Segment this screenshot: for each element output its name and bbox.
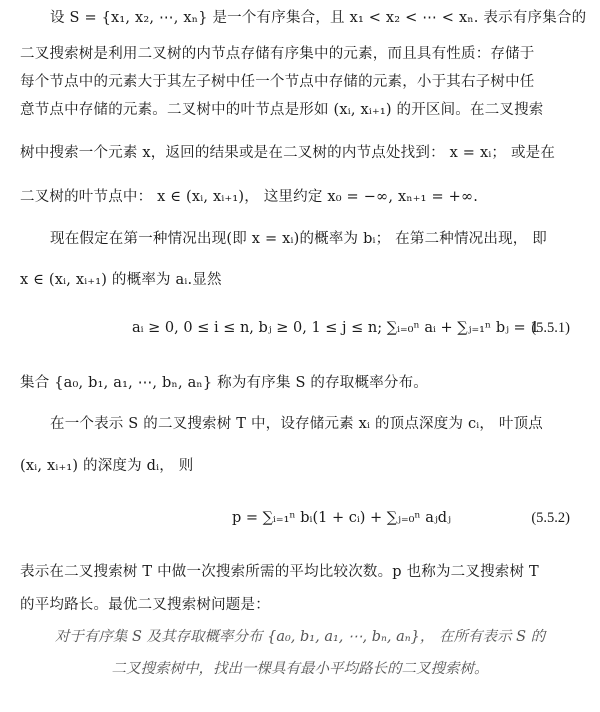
paragraph1-line5: 树中搜索一个元素 x，返回的结果或是在二叉树的内节点处找到： x = xᵢ； 或是在 bbox=[20, 145, 556, 161]
paragraph2-line2: x ∈ (xᵢ, xᵢ₊₁) 的概率为 aᵢ.显然 bbox=[20, 272, 222, 288]
paragraph3-line1: 集合 {a₀, b₁, a₁, ⋯, bₙ, aₙ} 称为有序集 S 的存取概率分布。 bbox=[20, 375, 428, 391]
problem-statement-line2: 二叉搜索树中，找出一棵具有最小平均路长的二叉搜索树。 bbox=[111, 661, 489, 677]
equation-5-5-1: aᵢ ≥ 0, 0 ≤ i ≤ n, bⱼ ≥ 0, 1 ≤ j ≤ n; ∑ᵢ₌₀ⁿ aᵢ + ∑ⱼ₌₁ⁿ bⱼ = 1 bbox=[132, 320, 540, 336]
equation-number-5-5-1: (5.5.1) bbox=[531, 320, 570, 336]
problem-statement-line1: 对于有序集 S 及其存取概率分布 {a₀, b₁, a₁, ⋯, bₙ, aₙ}， 在所有表示 S 的 bbox=[54, 629, 546, 645]
paragraph5-line1: 表示在二叉搜索树 T 中做一次搜索所需的平均比较次数。p 也称为二叉搜索树 T bbox=[20, 564, 539, 580]
paragraph1-line2: 二叉搜索树是利用二叉树的内节点存储有序集中的元素，而且具有性质：存储于 bbox=[20, 46, 535, 62]
paragraph1-line3: 每个节点中的元素大于其左子树中任一个节点中存储的元素，小于其右子树中任 bbox=[20, 74, 535, 90]
paragraph2-line1: 现在假定在第一种情况出现(即 x = xᵢ)的概率为 bᵢ； 在第二种情况出现， 即 bbox=[50, 231, 547, 247]
paragraph4-line1: 在一个表示 S 的二叉搜索树 T 中，设存储元素 xᵢ 的顶点深度为 cᵢ， 叶顶点 bbox=[50, 416, 544, 432]
paragraph5-line2: 的平均路长。最优二叉搜索树问题是： bbox=[20, 597, 270, 613]
paragraph4-line2: (xᵢ, xᵢ₊₁) 的深度为 dᵢ， 则 bbox=[20, 458, 194, 474]
paragraph1-line6: 二叉树的叶节点中： x ∈ (xᵢ, xᵢ₊₁)， 这里约定 x₀ = −∞, xₙ₊₁ = +∞. bbox=[20, 189, 479, 205]
equation-5-5-2: p = ∑ᵢ₌₁ⁿ bᵢ(1 + cᵢ) + ∑ⱼ₌₀ⁿ aⱼdⱼ bbox=[232, 510, 451, 526]
paragraph1-line4: 意节点中存储的元素。二叉树中的叶节点是形如 (xᵢ, xᵢ₊₁) 的开区间。在二叉搜索 bbox=[20, 102, 544, 118]
equation-number-5-5-2: (5.5.2) bbox=[531, 510, 570, 526]
paragraph1-line1: 设 S = {x₁, x₂, ⋯, xₙ} 是一个有序集合，且 x₁ < x₂ < ⋯ < xₙ. 表示有序集合的 bbox=[50, 10, 587, 26]
